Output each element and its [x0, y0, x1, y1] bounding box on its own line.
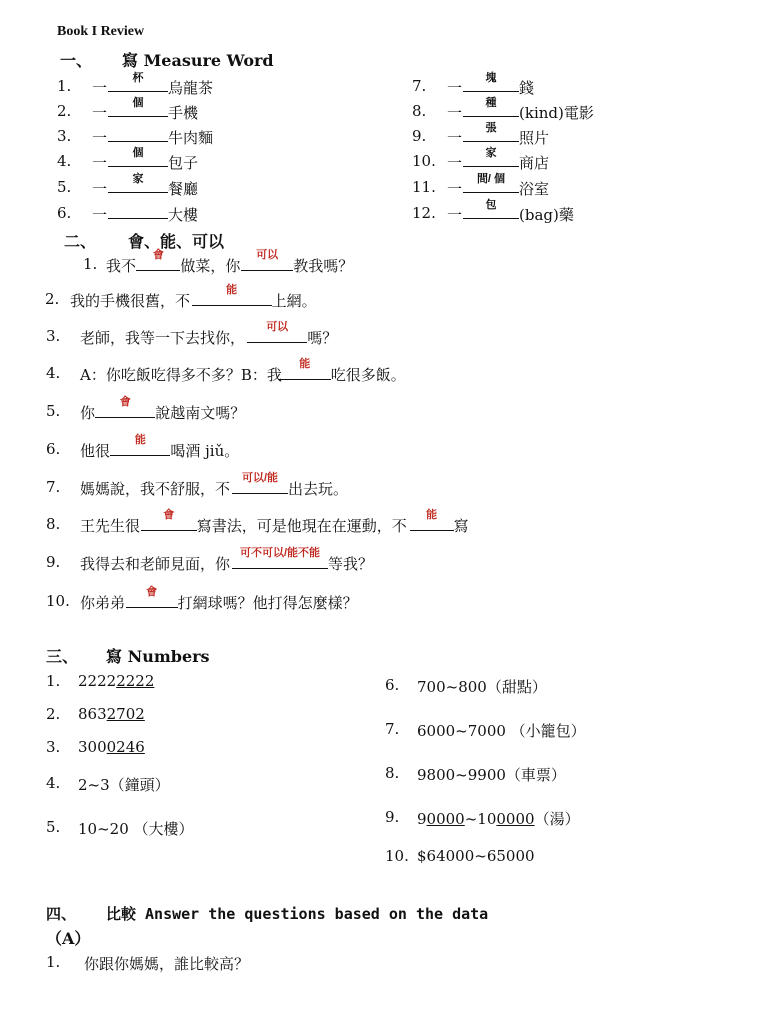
mw-item-prefix: 一	[92, 79, 108, 97]
modal-item-text: A：你吃飯吃得多不多？B：我	[80, 366, 282, 384]
modal-answer: 可以/能	[241, 472, 279, 484]
mw-item-number: 4.	[57, 152, 72, 170]
modal-item-number: 8.	[46, 515, 61, 533]
number-item-value	[78, 774, 170, 795]
mw-item-suffix: (kind)電影	[519, 104, 594, 122]
number-item-number: 8.	[385, 764, 400, 782]
modal-answer-blank[interactable]	[136, 270, 180, 271]
mw-answer: 家	[132, 173, 144, 185]
number-item-number: 6.	[385, 676, 400, 694]
mw-answer: 包	[485, 199, 497, 211]
modal-item-text: 做菜，你	[180, 257, 241, 275]
modal-item-text: 媽媽說，我不舒服，不	[80, 480, 231, 498]
modal-answer: 會	[119, 396, 131, 408]
modal-item-number: 4.	[46, 364, 61, 382]
modal-item-text: 打網球嗎？他打得怎麼樣？	[177, 594, 358, 612]
modal-item-number: 1.	[83, 255, 98, 273]
modal-answer-blank[interactable]	[241, 270, 293, 271]
mw-item-number: 1.	[57, 77, 72, 95]
mw-item-suffix: 牛肉麵	[168, 129, 214, 147]
number-item-value	[78, 818, 194, 839]
modal-item-text: 嗎？	[307, 329, 338, 347]
modal-item-text: 寫書法，可是他現在在運動，不	[196, 517, 407, 535]
modal-answer-blank[interactable]	[192, 305, 272, 306]
modal-item-text: 老師，我等一下去找你，	[80, 329, 246, 347]
mw-answer-blank[interactable]	[108, 141, 168, 142]
modal-item-text: 你	[80, 404, 96, 422]
modal-item-text: 寫	[453, 517, 469, 535]
mw-item-prefix: 一	[447, 154, 463, 172]
modal-item-number: 2.	[45, 290, 60, 308]
mw-item-suffix: 浴室	[519, 180, 550, 198]
modal-answer-blank[interactable]	[110, 455, 170, 456]
modal-item-text: 我得去和老師見面，你	[80, 555, 231, 573]
modal-answer: 能	[226, 284, 238, 296]
modal-item-text: 你弟弟	[80, 594, 126, 612]
mw-item-suffix: 大樓	[168, 206, 199, 224]
modal-answer: 能	[299, 358, 311, 370]
number-item-number: 1.	[46, 672, 61, 690]
mw-item-suffix: 錢	[519, 79, 535, 97]
mw-item-number: 5.	[57, 178, 72, 196]
modal-item-text: 喝酒 jiǔ。	[170, 442, 240, 460]
section-3-label: 三、	[46, 647, 79, 666]
number-item-plain: 863	[78, 705, 107, 723]
number-item-value: 9800~9900（車票）	[417, 766, 566, 784]
mw-item-prefix: 一	[92, 206, 108, 224]
modal-item-text: 說越南文嗎？	[155, 404, 246, 422]
modal-item-number: 7.	[46, 478, 61, 496]
mw-item-prefix: 一	[447, 79, 463, 97]
number-item-underlined: 2702	[106, 705, 145, 723]
number-item-plain: 10~20 （大樓）	[78, 820, 194, 838]
mw-answer: 個	[132, 97, 144, 109]
number-item-plain: （湯）	[534, 810, 580, 828]
modal-item-text: 王先生很	[80, 517, 141, 535]
number-item-plain: 300	[78, 738, 107, 756]
mw-item-number: 3.	[57, 127, 72, 145]
modal-item-text: 吃很多飯。	[330, 366, 406, 384]
number-item-number: 4.	[46, 774, 61, 792]
number-item-value	[417, 808, 580, 829]
mw-item-suffix: (bag)藥	[519, 206, 574, 224]
modal-item-text: 等我？	[328, 555, 374, 573]
mw-answer: 種	[485, 97, 497, 109]
mw-answer-blank[interactable]	[463, 91, 519, 92]
mw-answer-blank[interactable]	[463, 141, 519, 142]
modal-item-text: 我的手機很舊，不	[70, 292, 191, 310]
mw-answer: 個	[132, 147, 144, 159]
modal-answer-blank[interactable]	[95, 417, 155, 418]
modal-answer-blank[interactable]	[232, 568, 328, 569]
number-item-value: 700~800（甜點）	[417, 678, 547, 696]
number-item-plain: 2222	[78, 672, 117, 690]
section-1-label: 一、	[60, 51, 93, 70]
mw-item-number: 7.	[412, 77, 427, 95]
section-3-title: 寫 Numbers	[106, 647, 210, 666]
mw-item-suffix: 照片	[519, 129, 550, 147]
number-item-value: $64000~65000	[417, 847, 535, 865]
modal-item-text: 教我嗎？	[293, 257, 354, 275]
modal-answer: 能	[426, 509, 438, 521]
modal-answer: 可以	[266, 321, 289, 333]
mw-answer-blank[interactable]	[463, 218, 519, 219]
number-item-underlined: 0000	[426, 810, 465, 828]
mw-answer-blank[interactable]	[108, 192, 168, 193]
question-a-1-number: 1.	[46, 953, 61, 971]
modal-answer: 可以	[256, 249, 279, 261]
number-item-underlined: 0246	[106, 738, 145, 756]
mw-answer: 張	[485, 122, 497, 134]
number-item-number: 5.	[46, 818, 61, 836]
question-a-1-text: 你跟你媽媽，誰比較高？	[84, 955, 250, 973]
mw-item-prefix: 一	[447, 206, 463, 224]
modal-item-number: 5.	[46, 402, 61, 420]
mw-answer-blank[interactable]	[108, 218, 168, 219]
number-item-number: 9.	[385, 808, 400, 826]
modal-answer: 會	[152, 249, 164, 261]
modal-item-number: 6.	[46, 440, 61, 458]
mw-item-number: 8.	[412, 102, 427, 120]
mw-answer-blank[interactable]	[108, 116, 168, 117]
mw-item-suffix: 包子	[168, 154, 199, 172]
modal-item-text: 上網。	[271, 292, 317, 310]
number-item-number: 3.	[46, 738, 61, 756]
section-1-title: 寫 Measure Word	[122, 51, 274, 70]
number-item-underlined: 2222	[116, 672, 155, 690]
mw-item-suffix: 烏龍茶	[168, 79, 214, 97]
modal-item-number: 9.	[46, 553, 61, 571]
number-item-number: 2.	[46, 705, 61, 723]
modal-answer-blank[interactable]	[279, 379, 331, 380]
mw-answer: 家	[485, 147, 497, 159]
number-item-value	[78, 672, 154, 690]
modal-answer-blank[interactable]	[410, 530, 454, 531]
number-item-number: 10.	[385, 847, 409, 865]
number-item-plain: 2~3（鐘頭）	[78, 776, 170, 794]
mw-item-prefix: 一	[447, 129, 463, 147]
modal-answer: 能	[134, 434, 146, 446]
mw-item-number: 10.	[412, 152, 436, 170]
modal-answer-blank[interactable]	[141, 530, 197, 531]
section-4-title: 比較 Answer the questions based on the data	[106, 905, 489, 923]
number-item-value: 6000~7000 （小籠包）	[417, 722, 586, 740]
mw-answer: 杯	[132, 72, 144, 84]
mw-item-number: 11.	[412, 178, 436, 196]
mw-item-number: 12.	[412, 204, 436, 222]
mw-item-prefix: 一	[92, 129, 108, 147]
mw-answer: 間/ 個	[476, 173, 506, 185]
mw-item-number: 9.	[412, 127, 427, 145]
number-item-plain: 9	[417, 810, 427, 828]
mw-item-suffix: 手機	[168, 104, 199, 122]
modal-answer-blank[interactable]	[247, 342, 307, 343]
mw-item-number: 6.	[57, 204, 72, 222]
modal-item-text: 我不	[106, 257, 137, 275]
mw-answer-blank[interactable]	[463, 116, 519, 117]
section-4-label: 四、	[46, 905, 77, 923]
section-4-subtitle: （A）	[46, 929, 91, 948]
modal-answer: 會	[163, 509, 175, 521]
mw-answer-blank[interactable]	[463, 166, 519, 167]
mw-item-prefix: 一	[447, 180, 463, 198]
mw-item-prefix: 一	[447, 104, 463, 122]
mw-answer: 塊	[485, 72, 497, 84]
modal-answer-blank[interactable]	[232, 493, 288, 494]
mw-item-prefix: 一	[92, 154, 108, 172]
modal-item-number: 10.	[46, 592, 70, 610]
number-item-number: 7.	[385, 720, 400, 738]
modal-item-text: 他很	[80, 442, 111, 460]
mw-answer-blank[interactable]	[108, 166, 168, 167]
modal-item-text: 出去玩。	[288, 480, 349, 498]
mw-item-number: 2.	[57, 102, 72, 120]
number-item-value	[78, 705, 145, 723]
modal-answer: 會	[146, 586, 158, 598]
mw-item-suffix: 餐廳	[168, 180, 199, 198]
modal-item-number: 3.	[46, 327, 61, 345]
number-item-plain: ~10	[464, 810, 497, 828]
mw-item-prefix: 一	[92, 180, 108, 198]
mw-item-suffix: 商店	[519, 154, 550, 172]
modal-answer-blank[interactable]	[126, 607, 178, 608]
section-2-title: 會、能、可以	[128, 232, 225, 251]
modal-answer: 可不可以/能不能	[239, 547, 321, 559]
number-item-underlined: 0000	[496, 810, 535, 828]
mw-answer-blank[interactable]	[463, 192, 519, 193]
mw-item-prefix: 一	[92, 104, 108, 122]
document-title: Book I Review	[57, 24, 145, 39]
number-item-value	[78, 738, 145, 756]
section-2-label: 二、	[64, 232, 97, 251]
mw-answer-blank[interactable]	[108, 91, 168, 92]
